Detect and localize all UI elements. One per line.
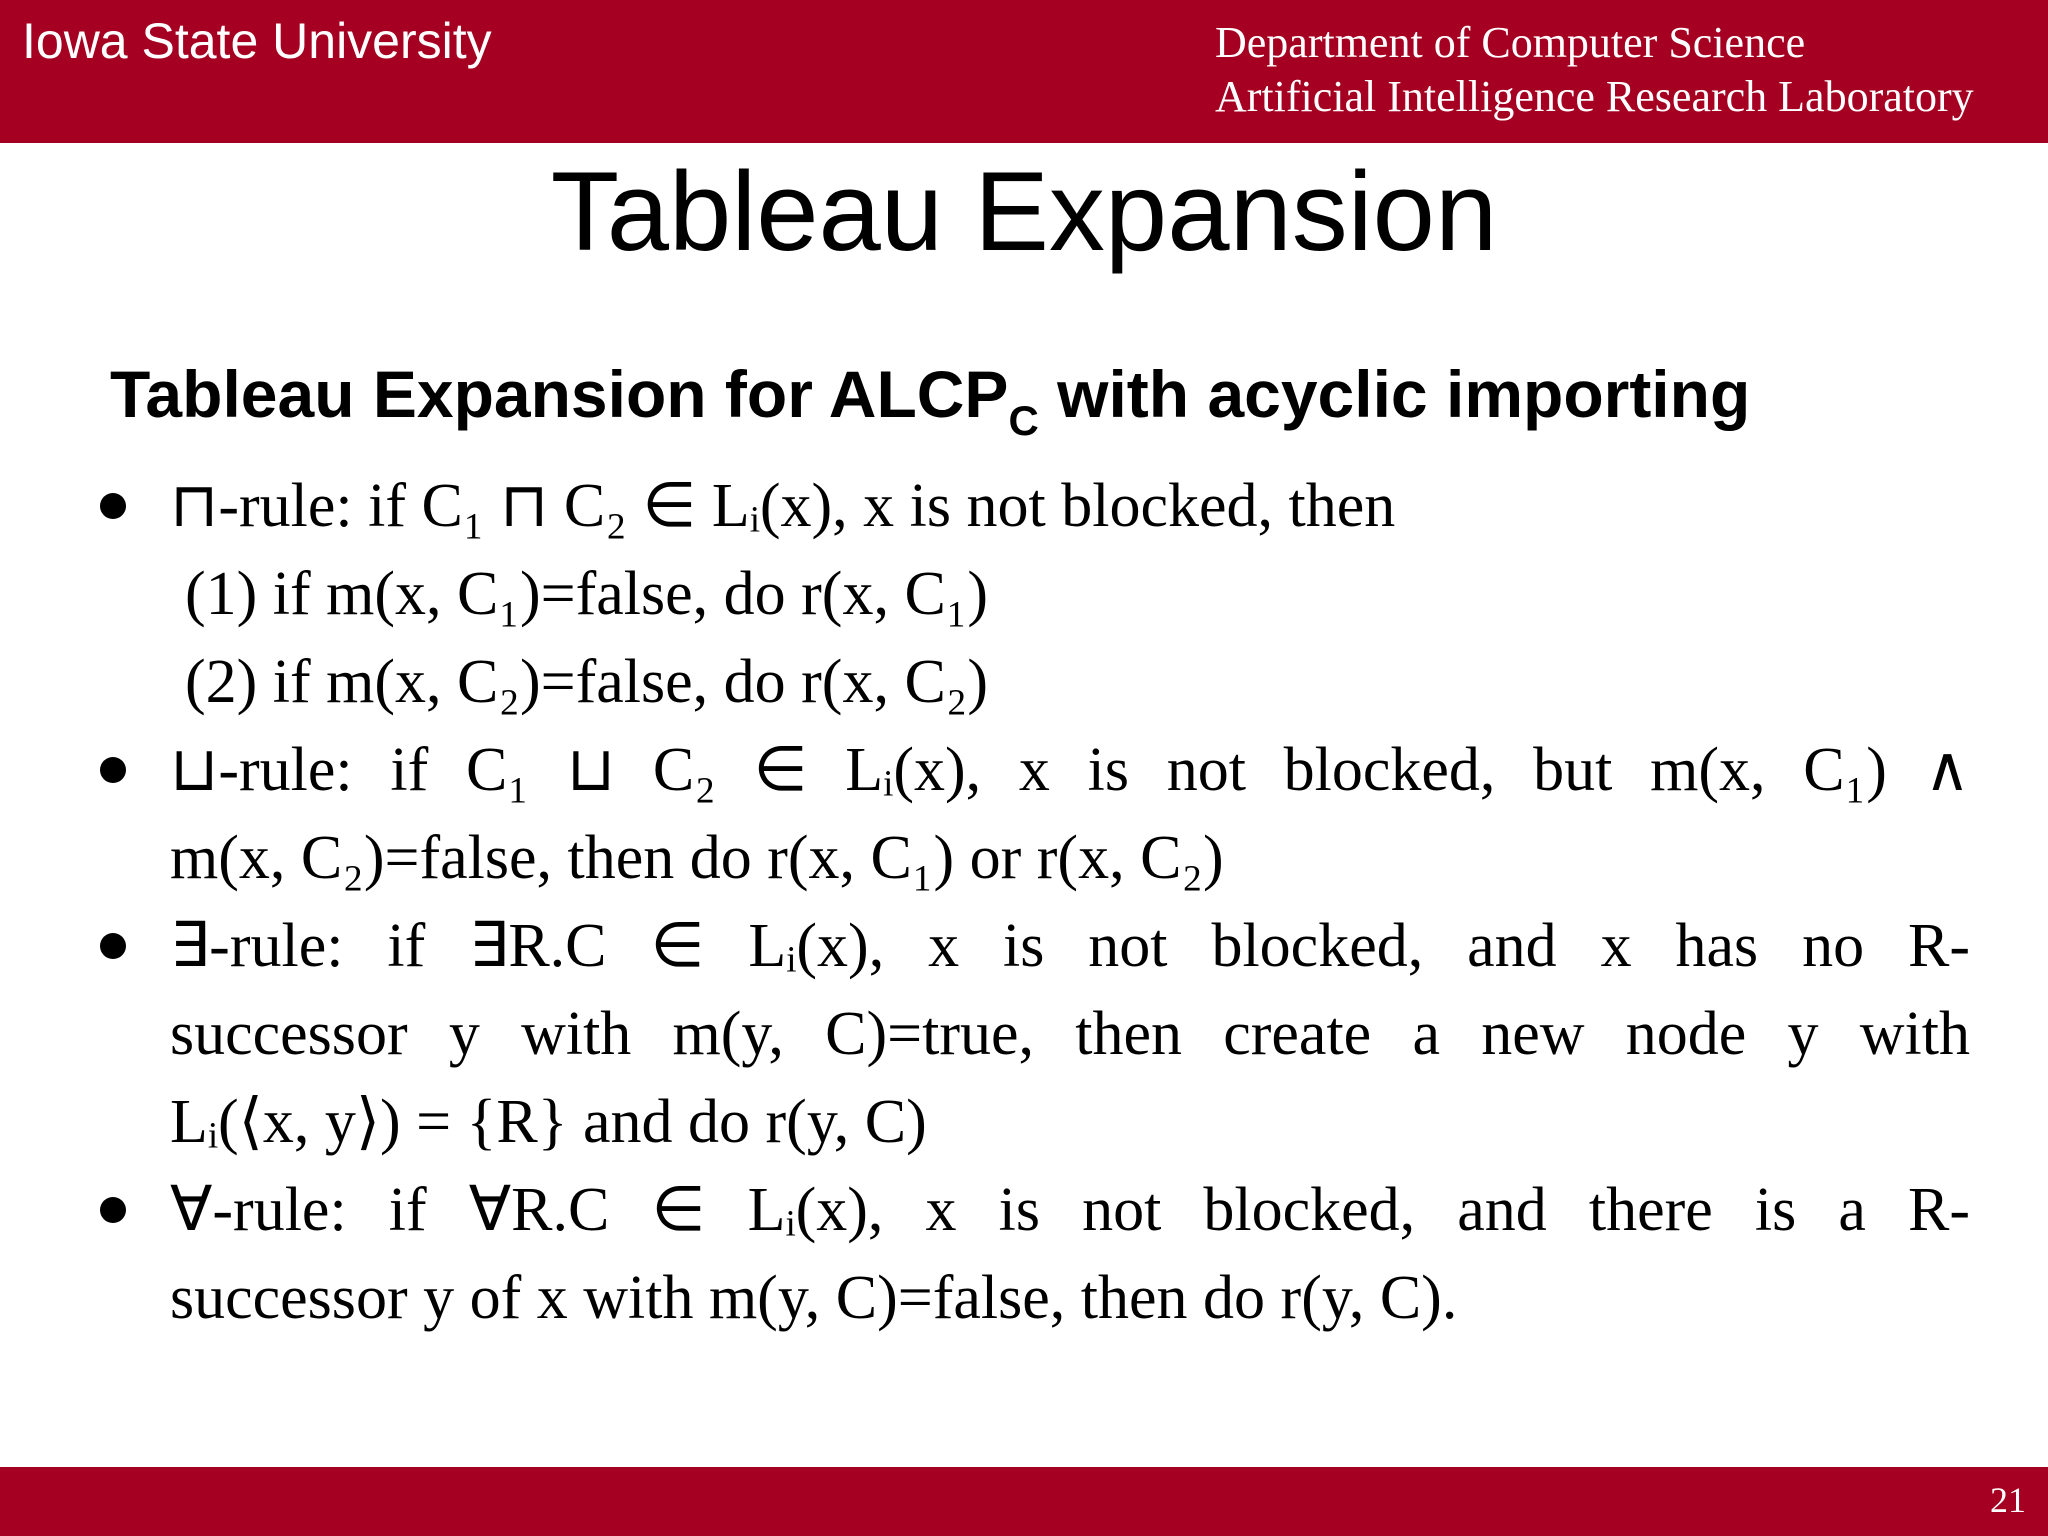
rule-exists xyxy=(100,902,1970,1166)
bullet-icon xyxy=(100,493,126,519)
slide-title: Tableau Expansion xyxy=(550,149,1498,274)
rule-line: ⊓-rule: if C₁ ⊓ C₂ ∈ Lᵢ(x), x is not blocked, then xyxy=(170,472,1396,540)
rule-line: successor y of x with m(y, C)=false, then do r(y, C). xyxy=(170,1264,1458,1332)
rules-list xyxy=(100,462,1970,1342)
bullet-icon xyxy=(100,757,126,783)
rule-line: (1) if m(x, C₁)=false, do r(x, C₁) xyxy=(185,560,989,628)
rule-line: m(x, C₂)=false, then do r(x, C₁) or r(x, C₂) xyxy=(170,824,1224,892)
rule-line: Lᵢ(⟨x, y⟩) = {R} and do r(y, C) xyxy=(170,1088,927,1156)
bullet-icon xyxy=(100,1197,126,1223)
rule-forall xyxy=(100,1166,1970,1342)
department-block xyxy=(1215,16,1974,124)
rule-line: ∀-rule: if ∀R.C ∈ Lᵢ(x), x is not blocked, and there is a R- xyxy=(170,1176,1970,1244)
subtitle-rest: with acyclic importing xyxy=(1038,357,1751,431)
rule-line: successor y with m(y, C)=true, then create a new node y with xyxy=(170,1000,1970,1068)
bullet-icon xyxy=(100,933,126,959)
footer-bar xyxy=(0,1467,2048,1536)
rule-line: ∃-rule: if ∃R.C ∈ Lᵢ(x), x is not blocked, and x has no R- xyxy=(170,912,1970,980)
header-bar xyxy=(0,0,2048,143)
subtitle-main: Tableau Expansion for ALCP xyxy=(110,357,1009,431)
lab-name: Artificial Intelligence Research Laboratory xyxy=(1215,72,1974,121)
university-name: Iowa State University xyxy=(22,13,492,69)
subtitle-subscript: C xyxy=(1008,397,1039,444)
rule-and xyxy=(100,462,1970,726)
slide-subtitle xyxy=(110,357,1751,444)
department-name: Department of Computer Science xyxy=(1215,18,1806,67)
rule-or xyxy=(100,726,1970,902)
rule-line: (2) if m(x, C₂)=false, do r(x, C₂) xyxy=(185,648,989,716)
page-number: 21 xyxy=(1990,1480,2026,1520)
rule-line: ⊔-rule: if C₁ ⊔ C₂ ∈ Lᵢ(x), x is not blocked, but m(x, C₁) ∧ xyxy=(170,736,1970,804)
